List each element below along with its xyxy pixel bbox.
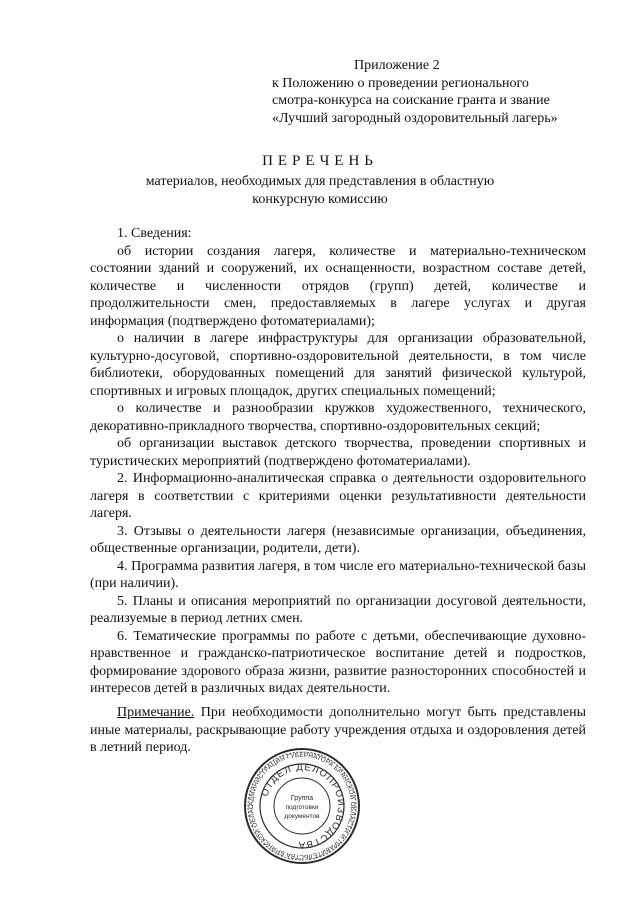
stamp-department-text: ОТДЕЛ ДЕЛОПРОИЗВОДСТВА xyxy=(259,761,347,851)
section-1-exhibitions: об организации выставок детского творчества, проведении спортивных и туристических мероприятий (подтверждено фотоматериалами). xyxy=(90,436,586,469)
appendix-title: Приложение 2 xyxy=(354,58,440,73)
subtitle-line-1: материалов, необходимых для представления в областную xyxy=(145,174,495,189)
section-1-infrastructure: о наличии в лагере инфраструктуры для организации образовательной, культурно-досуговой, спортивно-оздоровительной деятельности, в том числе библиотеки, оборудованных помещений для занятий физической культурой, спортивных и игровых площадок, других специальных помещений; xyxy=(90,331,586,399)
document-title: ПЕРЕЧЕНЬ xyxy=(262,153,378,169)
stamp-center-line-2: подготовки xyxy=(285,804,319,811)
stamp-seal-icon xyxy=(243,747,361,865)
document-subtitle xyxy=(0,173,640,208)
stamp-ring-text: АДМИНИСТРАЦИЯ ГУБЕРНАТОРА БРЯНСКОЙ ОБЛАСТИ И ПРАВИТЕЛЬСТВА БРЯНСКОЙ ОБЛАС xyxy=(247,751,357,861)
note-label: Примечание. xyxy=(117,705,195,720)
section-6: 6. Тематические программы по работе с детьми, обеспечивающие духовно-нравственное и гражданско-патриотическое воспитание детей и подростков, формирование здорового образа жизни, развитие разносторонних способностей и интересов детей в различных видах деятельности. xyxy=(90,628,586,696)
section-4: 4. Программа развития лагеря, в том числе его материально-технической базы (при наличии). xyxy=(90,558,586,591)
section-1-clubs: о количестве и разнообразии кружков художественного, технического, декоративно-прикладного творчества, спортивно-оздоровительных секций; xyxy=(90,401,586,434)
subtitle-line-2: конкурсную комиссию xyxy=(252,191,388,207)
document-body xyxy=(90,225,586,698)
section-2: 2. Информационно-аналитическая справка о деятельности оздоровительного лагеря в соответствии с критериями оценки результативности деятельности лагеря. xyxy=(90,471,586,521)
stamp-center-line-1: Группа xyxy=(290,795,314,802)
appendix-line-1: к Положению о проведении регионального xyxy=(272,75,529,91)
section-1-history: об истории создания лагеря, количестве и материально-техническом состоянии зданий и сооружений, их оснащенности, возрастном составе детей, количестве и численности отрядов (групп) детей, количестве и продолжительности смен, предоставляемых в лагере услугах и другая информация (подтверждено фотоматериалами); xyxy=(90,243,586,329)
appendix-header xyxy=(272,57,602,127)
note-text: При необходимости дополнительно могут быть представлены иные материалы, раскрывающие работу учреждения отдыха и оздоровления детей в летний период. xyxy=(90,705,586,755)
section-1-heading: 1. Сведения: xyxy=(117,226,192,241)
section-5: 5. Планы и описания мероприятий по организации досуговой деятельности, реализуемые в период летних смен. xyxy=(90,593,586,626)
appendix-line-2: смотра-конкурса на соискание гранта и звание xyxy=(272,93,550,108)
appendix-line-3: «Лучший загородный оздоровительный лагерь» xyxy=(272,110,558,126)
official-stamp xyxy=(243,747,361,865)
section-3: 3. Отзывы о деятельности лагеря (независимые организации, объединения, общественные организации, родители, дети). xyxy=(90,523,586,556)
stamp-center-line-3: документов xyxy=(284,813,320,820)
